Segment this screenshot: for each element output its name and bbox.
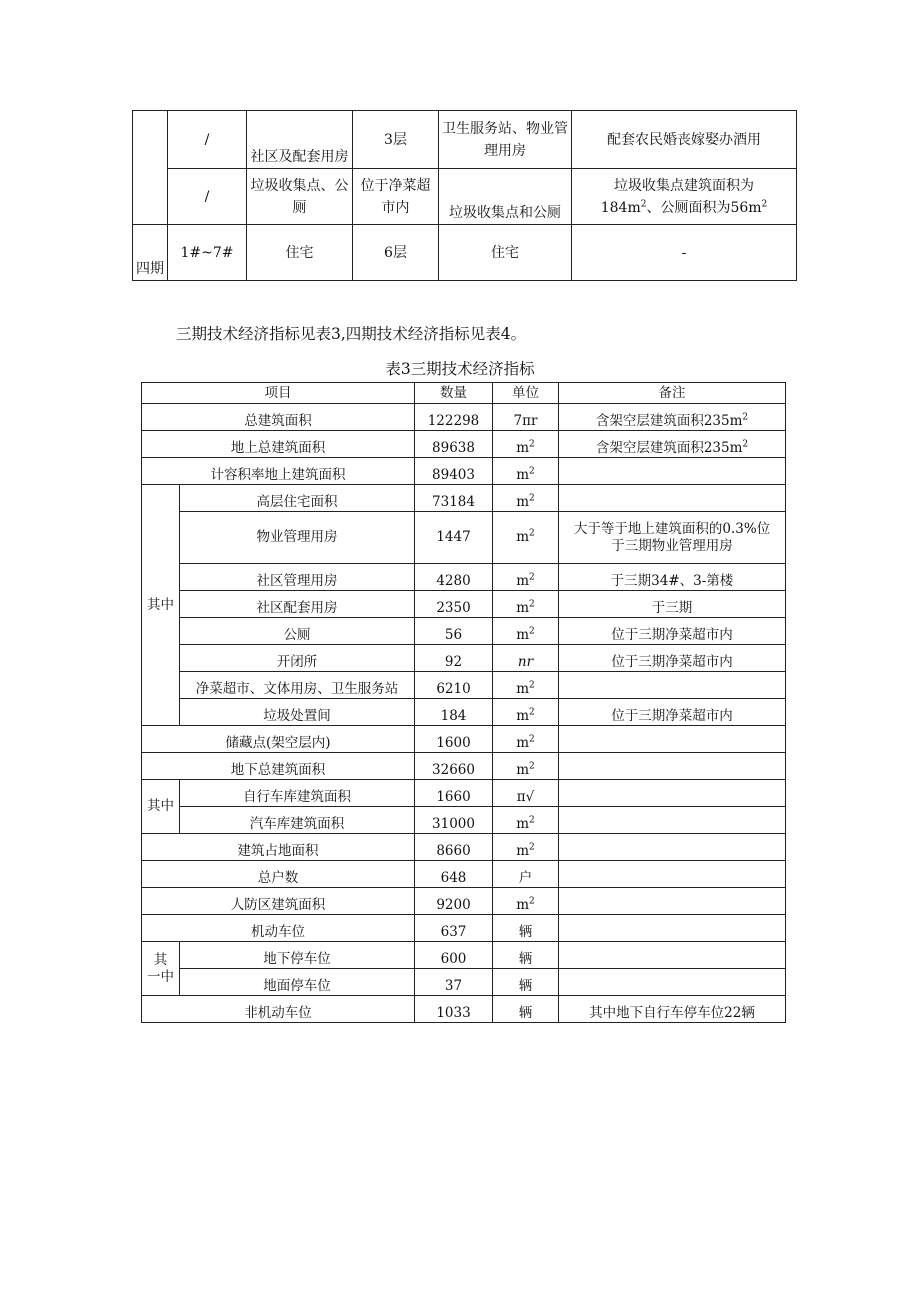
row-label: 总建筑面积 — [142, 404, 415, 431]
row-qty: 648 — [415, 861, 493, 888]
row-label: 建筑占地面积 — [142, 834, 415, 861]
table3 — [141, 382, 786, 1023]
cell-text: 184m — [600, 199, 641, 216]
table-row — [142, 861, 786, 888]
table-row — [142, 618, 786, 645]
row-note: 位于三期净菜超市内 — [559, 645, 786, 672]
row-label: 地下停车位 — [180, 942, 415, 969]
table-row — [142, 753, 786, 780]
superscript: 2 — [529, 626, 535, 637]
col-header-unit: 单位 — [493, 383, 559, 404]
row-qty: 1660 — [415, 780, 493, 807]
row-note — [559, 915, 786, 942]
unit-text: m — [516, 681, 530, 697]
superscript: 2 — [529, 842, 535, 853]
row-qty: 73184 — [415, 485, 493, 512]
row-qty: 1600 — [415, 726, 493, 753]
phase-cell-empty — [133, 111, 168, 225]
table-row — [142, 888, 786, 915]
row-label: 高层住宅面积 — [180, 485, 415, 512]
table-row — [142, 672, 786, 699]
table-row — [142, 807, 786, 834]
group-label: 其中 — [142, 780, 180, 834]
superscript: 2 — [529, 466, 535, 477]
group-label: 其中 — [142, 485, 180, 726]
row-qty: 8660 — [415, 834, 493, 861]
row-label: 公厕 — [180, 618, 415, 645]
superscript: 2 — [529, 707, 535, 718]
row-qty: 37 — [415, 969, 493, 996]
row-note — [559, 512, 786, 564]
table-cell: - — [572, 225, 797, 281]
body-paragraph: 三期技术经济指标见表3,四期技术经济指标见表4。 — [176, 325, 527, 343]
row-qty: 637 — [415, 915, 493, 942]
unit-text: m — [516, 708, 530, 724]
table-cell: 垃圾收集点和公厕 — [439, 169, 572, 225]
table-row — [142, 404, 786, 431]
unit-text: m — [516, 573, 530, 589]
superscript: 2 — [529, 761, 535, 772]
row-note — [559, 834, 786, 861]
superscript: 2 — [529, 528, 535, 539]
superscript: 2 — [529, 815, 535, 826]
cell-line — [574, 197, 794, 219]
row-label: 开闭所 — [180, 645, 415, 672]
row-qty: 56 — [415, 618, 493, 645]
table-row — [133, 111, 797, 169]
superscript: 2 — [529, 896, 535, 907]
row-unit — [493, 485, 559, 512]
cell-text: 、公厕面积为56m — [646, 199, 762, 216]
table-row — [142, 780, 786, 807]
row-note: 位于三期净菜超市内 — [559, 699, 786, 726]
row-note: 其中地下自行车停车位22辆 — [559, 996, 786, 1023]
table-row — [142, 726, 786, 753]
cell-line: 垃圾收集点建筑面积为 — [614, 177, 754, 194]
superscript: 2 — [742, 439, 749, 450]
row-qty: 92 — [415, 645, 493, 672]
row-qty: 89403 — [415, 458, 493, 485]
row-unit — [493, 888, 559, 915]
row-qty: 89638 — [415, 431, 493, 458]
unit-text: m — [516, 467, 530, 483]
row-note — [559, 458, 786, 485]
row-label: 储藏点(架空层内) — [142, 726, 415, 753]
row-note — [559, 942, 786, 969]
col-header-note: 备注 — [559, 383, 786, 404]
row-unit — [493, 591, 559, 618]
group-label-line: 其 — [153, 951, 168, 968]
row-label: 垃圾处置间 — [180, 699, 415, 726]
row-unit — [493, 699, 559, 726]
table-cell: / — [168, 169, 247, 225]
row-note: 于三期34#、3-第楼 — [559, 564, 786, 591]
row-label: 社区配套用房 — [180, 591, 415, 618]
row-unit: 辆 — [493, 942, 559, 969]
row-unit: 户 — [493, 861, 559, 888]
row-label: 地下总建筑面积 — [142, 753, 415, 780]
table-header-row — [142, 383, 786, 404]
table-row — [142, 512, 786, 564]
row-qty: 4280 — [415, 564, 493, 591]
unit-text: m — [516, 843, 530, 859]
row-qty: 31000 — [415, 807, 493, 834]
table-cell: 6层 — [353, 225, 439, 281]
table-cell: 1#~7# — [168, 225, 247, 281]
row-note — [559, 485, 786, 512]
row-qty: 1447 — [415, 512, 493, 564]
upper-table — [132, 110, 797, 281]
unit-text: m — [516, 735, 530, 751]
table-cell — [572, 169, 797, 225]
row-unit — [493, 512, 559, 564]
unit-text: m — [516, 897, 530, 913]
table-cell: 社区及配套用房 — [247, 111, 353, 169]
group-label-line: 一中 — [147, 968, 174, 985]
row-label: 机动车位 — [142, 915, 415, 942]
row-unit: π√ — [493, 780, 559, 807]
row-note — [559, 404, 786, 431]
row-note — [559, 431, 786, 458]
row-label: 计容积率地上建筑面积 — [142, 458, 415, 485]
row-unit: 辆 — [493, 969, 559, 996]
superscript: 2 — [761, 198, 768, 209]
row-qty: 6210 — [415, 672, 493, 699]
row-unit — [493, 834, 559, 861]
row-unit — [493, 431, 559, 458]
row-unit — [493, 726, 559, 753]
row-unit — [493, 564, 559, 591]
row-unit: 7πr — [493, 404, 559, 431]
row-unit: 辆 — [493, 915, 559, 942]
row-note — [559, 861, 786, 888]
table-caption: 表3三期技术经济指标 — [385, 360, 535, 378]
table-row — [133, 169, 797, 225]
col-header-item: 项目 — [142, 383, 415, 404]
table-row — [142, 969, 786, 996]
superscript: 2 — [529, 572, 535, 583]
row-label: 社区管理用房 — [180, 564, 415, 591]
row-unit — [493, 753, 559, 780]
table-row — [133, 225, 797, 281]
table-row — [142, 485, 786, 512]
row-note — [559, 726, 786, 753]
row-note — [559, 753, 786, 780]
row-unit — [493, 672, 559, 699]
unit-text: m — [516, 440, 530, 456]
unit-text: m — [516, 762, 530, 778]
row-note — [559, 672, 786, 699]
table-cell: 卫生服务站、物业管理用房 — [439, 111, 572, 169]
unit-text: m — [516, 494, 530, 510]
row-unit — [493, 807, 559, 834]
row-unit — [493, 618, 559, 645]
row-unit: nr — [493, 645, 559, 672]
superscript: 2 — [742, 412, 749, 423]
note-text: 含架空层建筑面积235m — [595, 413, 743, 429]
table-cell: / — [168, 111, 247, 169]
row-unit — [493, 458, 559, 485]
row-unit: 辆 — [493, 996, 559, 1023]
table-row — [142, 942, 786, 969]
row-note — [559, 807, 786, 834]
note-text: 含架空层建筑面积235m — [595, 440, 743, 456]
unit-text: m — [516, 600, 530, 616]
note-line: 于三期物业管理用房 — [611, 537, 733, 554]
table-row — [142, 699, 786, 726]
table-row — [142, 834, 786, 861]
table-cell: 3层 — [353, 111, 439, 169]
row-qty: 600 — [415, 942, 493, 969]
row-qty: 32660 — [415, 753, 493, 780]
unit-text: m — [516, 816, 530, 832]
table-cell: 配套农民婚丧嫁娶办酒用 — [572, 111, 797, 169]
table-cell: 位于净菜超市内 — [353, 169, 439, 225]
row-label: 非机动车位 — [142, 996, 415, 1023]
row-qty: 9200 — [415, 888, 493, 915]
group-label — [142, 942, 180, 996]
note-line: 大于等于地上建筑面积的0.3%位 — [573, 520, 771, 537]
row-label: 总户数 — [142, 861, 415, 888]
superscript: 2 — [529, 439, 535, 450]
row-label: 人防区建筑面积 — [142, 888, 415, 915]
superscript: 2 — [529, 493, 535, 504]
row-note: 于三期 — [559, 591, 786, 618]
superscript: 2 — [640, 198, 647, 209]
unit-text: m — [516, 627, 530, 643]
table-row — [142, 564, 786, 591]
superscript: 2 — [529, 680, 535, 691]
unit-text: m — [516, 529, 530, 545]
table-cell: 住宅 — [247, 225, 353, 281]
row-qty: 184 — [415, 699, 493, 726]
row-label: 地面停车位 — [180, 969, 415, 996]
row-note: 位于三期净菜超市内 — [559, 618, 786, 645]
table-row — [142, 645, 786, 672]
row-qty: 122298 — [415, 404, 493, 431]
row-qty: 2350 — [415, 591, 493, 618]
row-qty: 1033 — [415, 996, 493, 1023]
table-row — [142, 915, 786, 942]
row-note — [559, 969, 786, 996]
row-note — [559, 780, 786, 807]
row-label: 地上总建筑面积 — [142, 431, 415, 458]
col-header-qty: 数量 — [415, 383, 493, 404]
table-cell: 垃圾收集点、公厕 — [247, 169, 353, 225]
row-label: 汽车库建筑面积 — [180, 807, 415, 834]
row-note — [559, 888, 786, 915]
row-label: 物业管理用房 — [180, 512, 415, 564]
table-row — [142, 996, 786, 1023]
table-row — [142, 458, 786, 485]
superscript: 2 — [529, 599, 535, 610]
table-row — [142, 431, 786, 458]
table-row — [142, 591, 786, 618]
table-cell: 住宅 — [439, 225, 572, 281]
phase-label: 四期 — [133, 225, 168, 281]
row-label: 净菜超市、文体用房、卫生服务站 — [180, 672, 415, 699]
row-label: 自行车库建筑面积 — [180, 780, 415, 807]
superscript: 2 — [529, 734, 535, 745]
